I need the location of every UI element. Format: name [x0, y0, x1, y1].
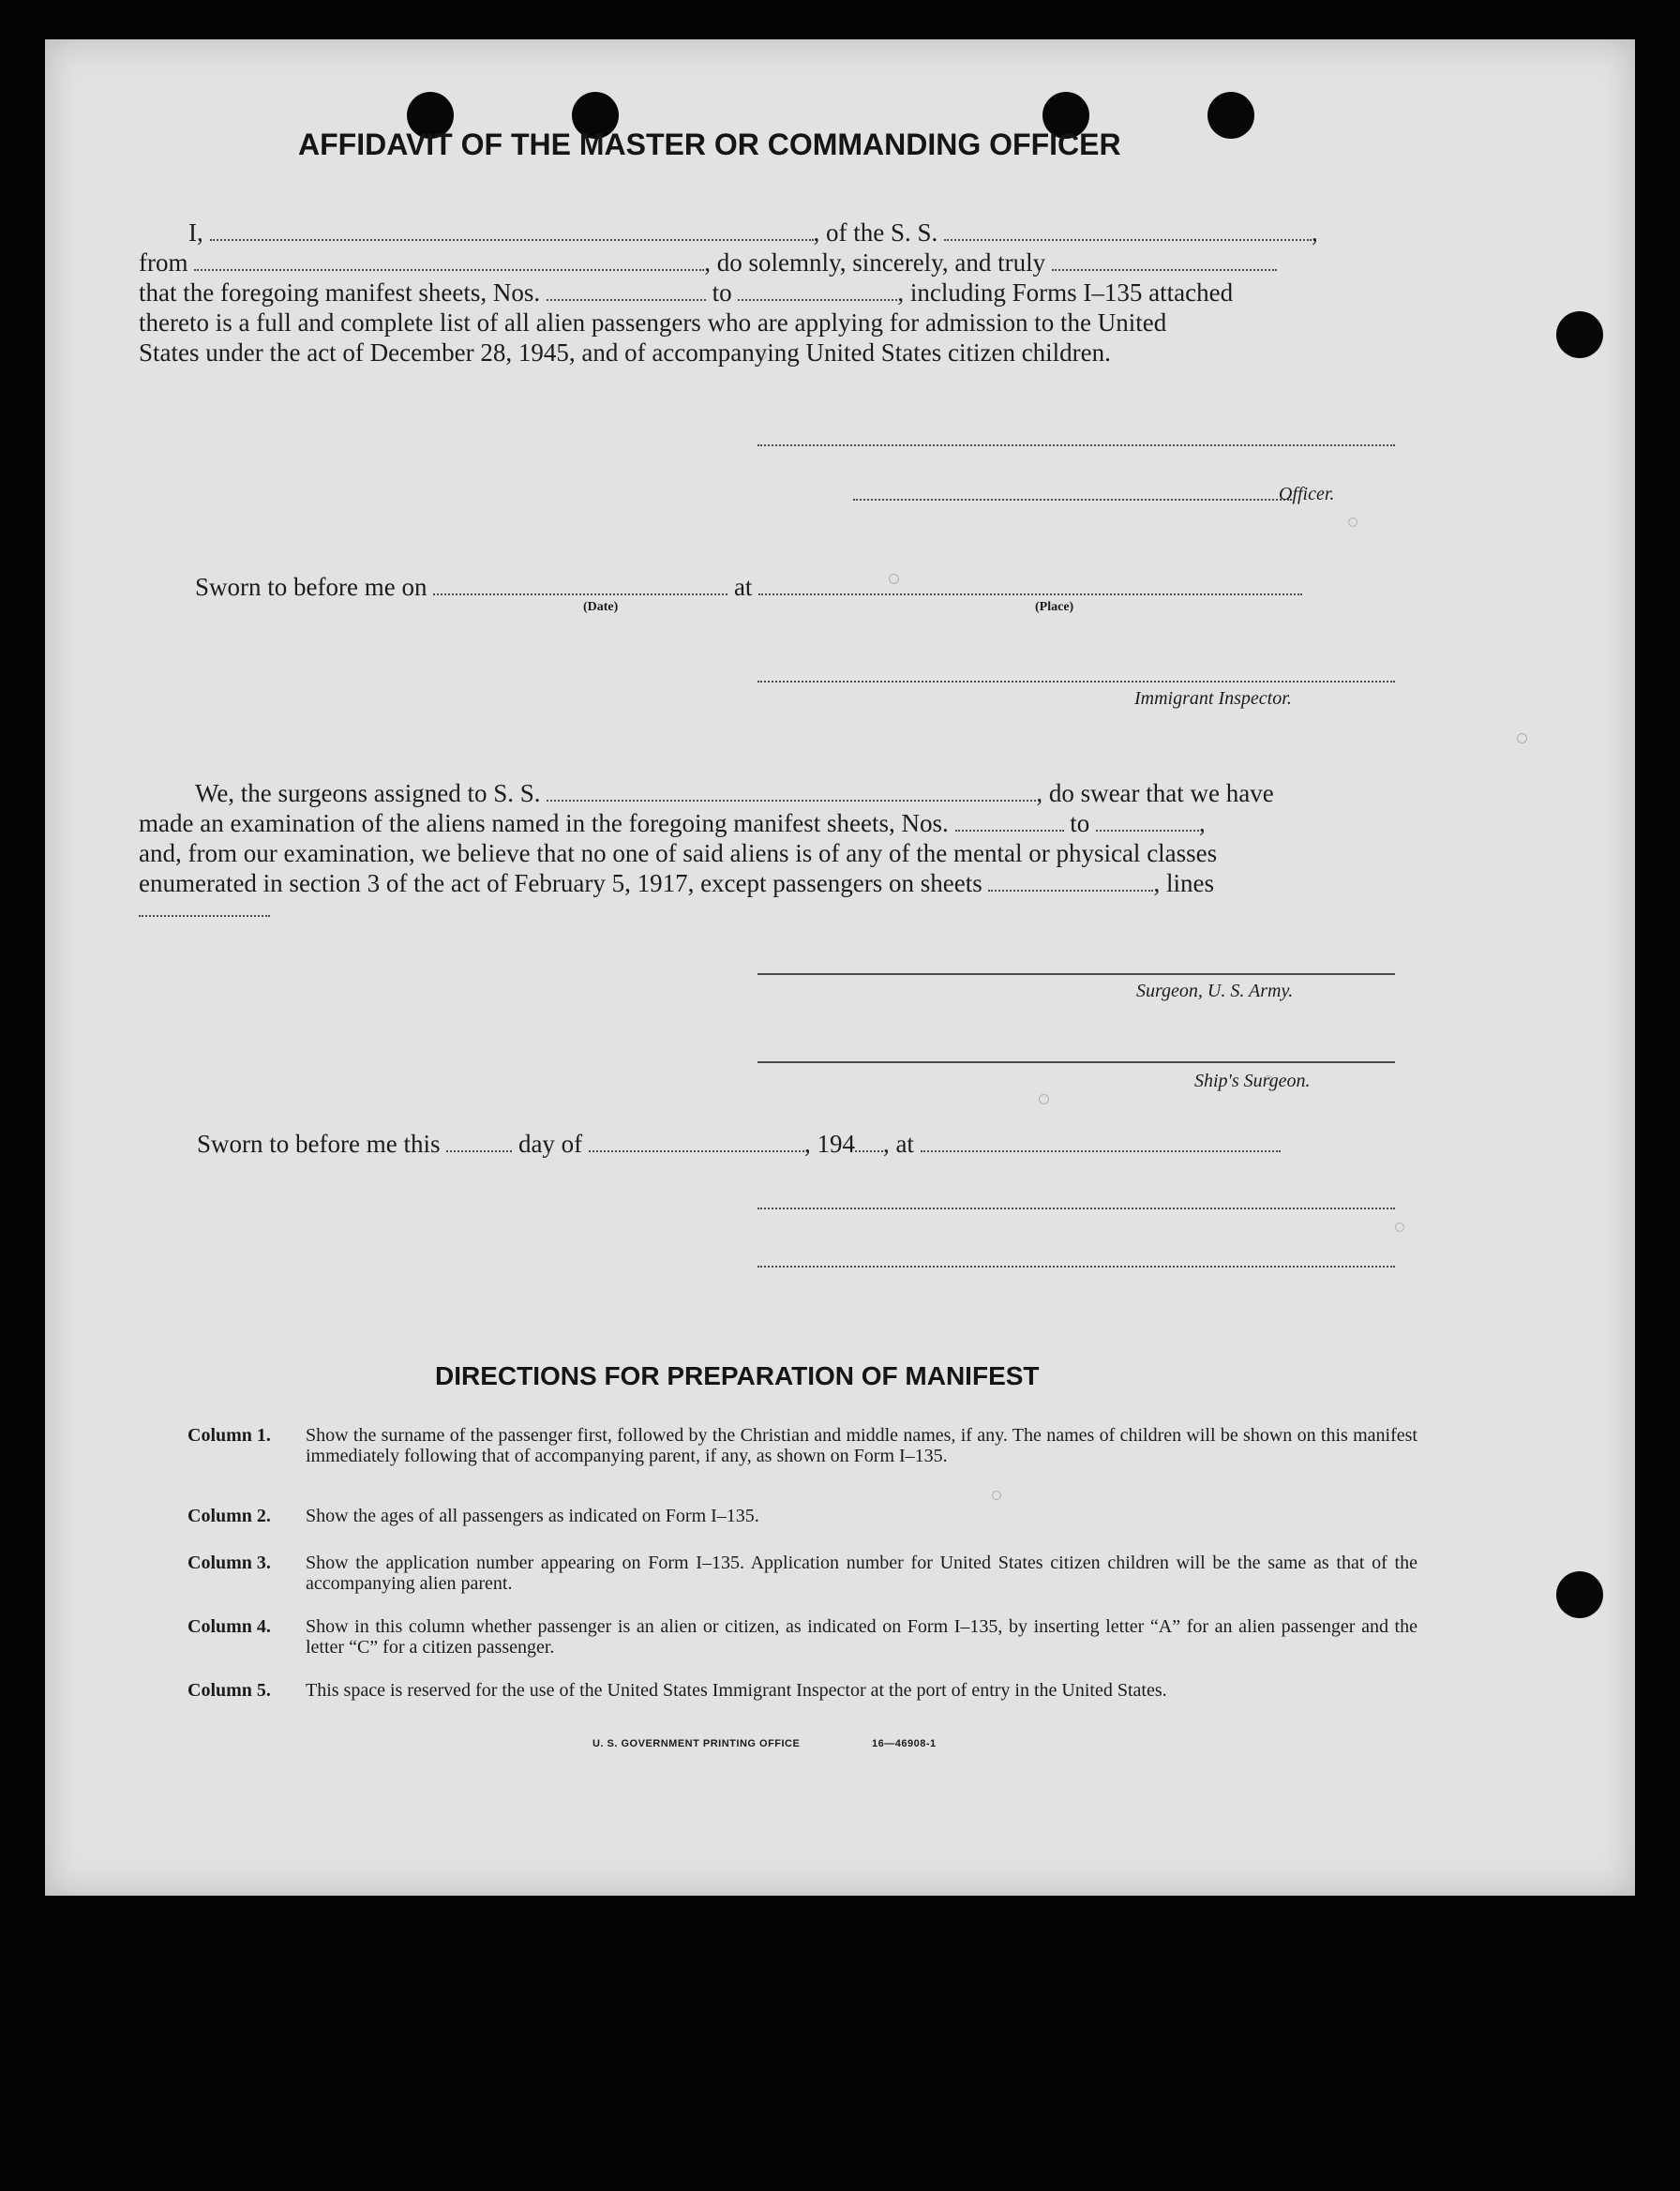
sheets-to-field[interactable]: [738, 280, 897, 301]
except-lines-field[interactable]: [139, 915, 270, 917]
army-surgeon-caption: Surgeon, U. S. Army.: [1136, 981, 1294, 1001]
master-signature-line[interactable]: [758, 444, 1395, 446]
punch-hole: [1208, 92, 1254, 139]
punch-hole: [1556, 1571, 1603, 1618]
surgeons-line-3: and, from our examination, we believe that no one of said aliens is of any of the mental or physical classes: [139, 839, 1218, 867]
paper-speck: [992, 1491, 1001, 1500]
sworn-line-1: Sworn to before me on at: [195, 572, 1302, 602]
port-from-field[interactable]: [194, 250, 704, 271]
exam-sheets-to-field[interactable]: [1096, 811, 1199, 832]
surgeons-line-1: We, the surgeons assigned to S. S. , do swear that we have: [195, 779, 1274, 807]
ships-surgeon-signature-line[interactable]: [758, 1061, 1395, 1063]
direction-text: Show in this column whether passenger is an alien or citizen, as indicated on Form I–135, by inserting letter “A” for an alien passenger and the letter “C” for a citizen passenger.: [306, 1616, 1418, 1658]
sworn-day-field[interactable]: [446, 1132, 512, 1152]
officer-caption: Officer.: [1279, 484, 1335, 504]
immigrant-inspector-caption: Immigrant Inspector.: [1134, 688, 1292, 709]
sheets-from-field[interactable]: [547, 280, 706, 301]
affidavit-title: AFFIDAVIT OF THE MASTER OR COMMANDING OFFICER: [298, 128, 1121, 161]
printing-office-footer: U. S. GOVERNMENT PRINTING OFFICE: [592, 1738, 801, 1749]
surgeons-line-2: made an examination of the aliens named in the foregoing manifest sheets, Nos. to ,: [139, 809, 1206, 837]
paper-speck: [1395, 1223, 1404, 1232]
direction-label: Column 3.: [188, 1553, 271, 1573]
inspector-signature-line-1[interactable]: [758, 1208, 1395, 1209]
sworn-line-2: Sworn to before me this day of , 194 , at: [197, 1129, 1281, 1159]
sworn-month-field[interactable]: [589, 1132, 804, 1152]
affidavit-line-2: from , do solemnly, sincerely, and truly: [139, 248, 1277, 278]
army-surgeon-signature-line[interactable]: [758, 973, 1395, 975]
direction-text: This space is reserved for the use of the United States Immigrant Inspector at the port of entry in the United States.: [306, 1680, 1167, 1701]
directions-title: DIRECTIONS FOR PREPARATION OF MANIFEST: [435, 1361, 1040, 1390]
solemnly-field[interactable]: [1052, 250, 1277, 271]
affidavit-line-1: I, , of the S. S. ,: [188, 218, 1318, 247]
sworn-year-field[interactable]: [855, 1132, 883, 1152]
affidavit-line-5: States under the act of December 28, 1945, and of accompanying United States citizen children.: [139, 338, 1111, 367]
direction-text: Show the surname of the passenger first, followed by the Christian and middle names, if any. The names of children will be shown on this manifest immediately following that of accompanying parent, if any, as shown on Form I–135.: [306, 1425, 1418, 1466]
affidavit-line-3: that the foregoing manifest sheets, Nos. to , including Forms I–135 attached: [139, 278, 1234, 307]
punch-hole: [1556, 311, 1603, 358]
place-caption: (Place): [1035, 600, 1074, 614]
direction-text: Show the application number appearing on Form I–135. Application number for United States citizen children will be the same as that of the accompanying alien parent.: [306, 1553, 1418, 1594]
surgeons-line-4: enumerated in section 3 of the act of February 5, 1917, except passengers on sheets , lines: [139, 869, 1214, 897]
paper-speck: [1348, 518, 1358, 527]
ship-name-field[interactable]: [944, 220, 1312, 241]
direction-label: Column 5.: [188, 1680, 271, 1701]
sworn-place-field[interactable]: [758, 575, 1302, 595]
sworn-place-2-field[interactable]: [921, 1132, 1281, 1152]
exam-sheets-from-field[interactable]: [955, 811, 1064, 832]
direction-label: Column 2.: [188, 1506, 271, 1526]
immigrant-inspector-line[interactable]: [758, 681, 1395, 683]
affidavit-line-4: thereto is a full and complete list of all alien passengers who are applying for admission to the United: [139, 308, 1167, 337]
officer-title-line[interactable]: [853, 499, 1292, 501]
form-code-footer: 16—46908-1: [872, 1738, 937, 1749]
paper-speck: [1039, 1094, 1049, 1104]
inspector-signature-line-2[interactable]: [758, 1266, 1395, 1268]
sworn-date-field[interactable]: [433, 575, 728, 595]
master-name-field[interactable]: [210, 220, 814, 241]
paper-speck: [1517, 733, 1527, 743]
ships-surgeon-caption: Ship's Surgeon.: [1194, 1071, 1311, 1091]
except-sheets-field[interactable]: [988, 871, 1153, 892]
direction-text: Show the ages of all passengers as indicated on Form I–135.: [306, 1506, 759, 1526]
direction-label: Column 1.: [188, 1425, 271, 1446]
direction-label: Column 4.: [188, 1616, 271, 1637]
form-page: [45, 39, 1635, 1896]
surgeon-ship-field[interactable]: [547, 781, 1036, 802]
date-caption: (Date): [583, 600, 619, 614]
